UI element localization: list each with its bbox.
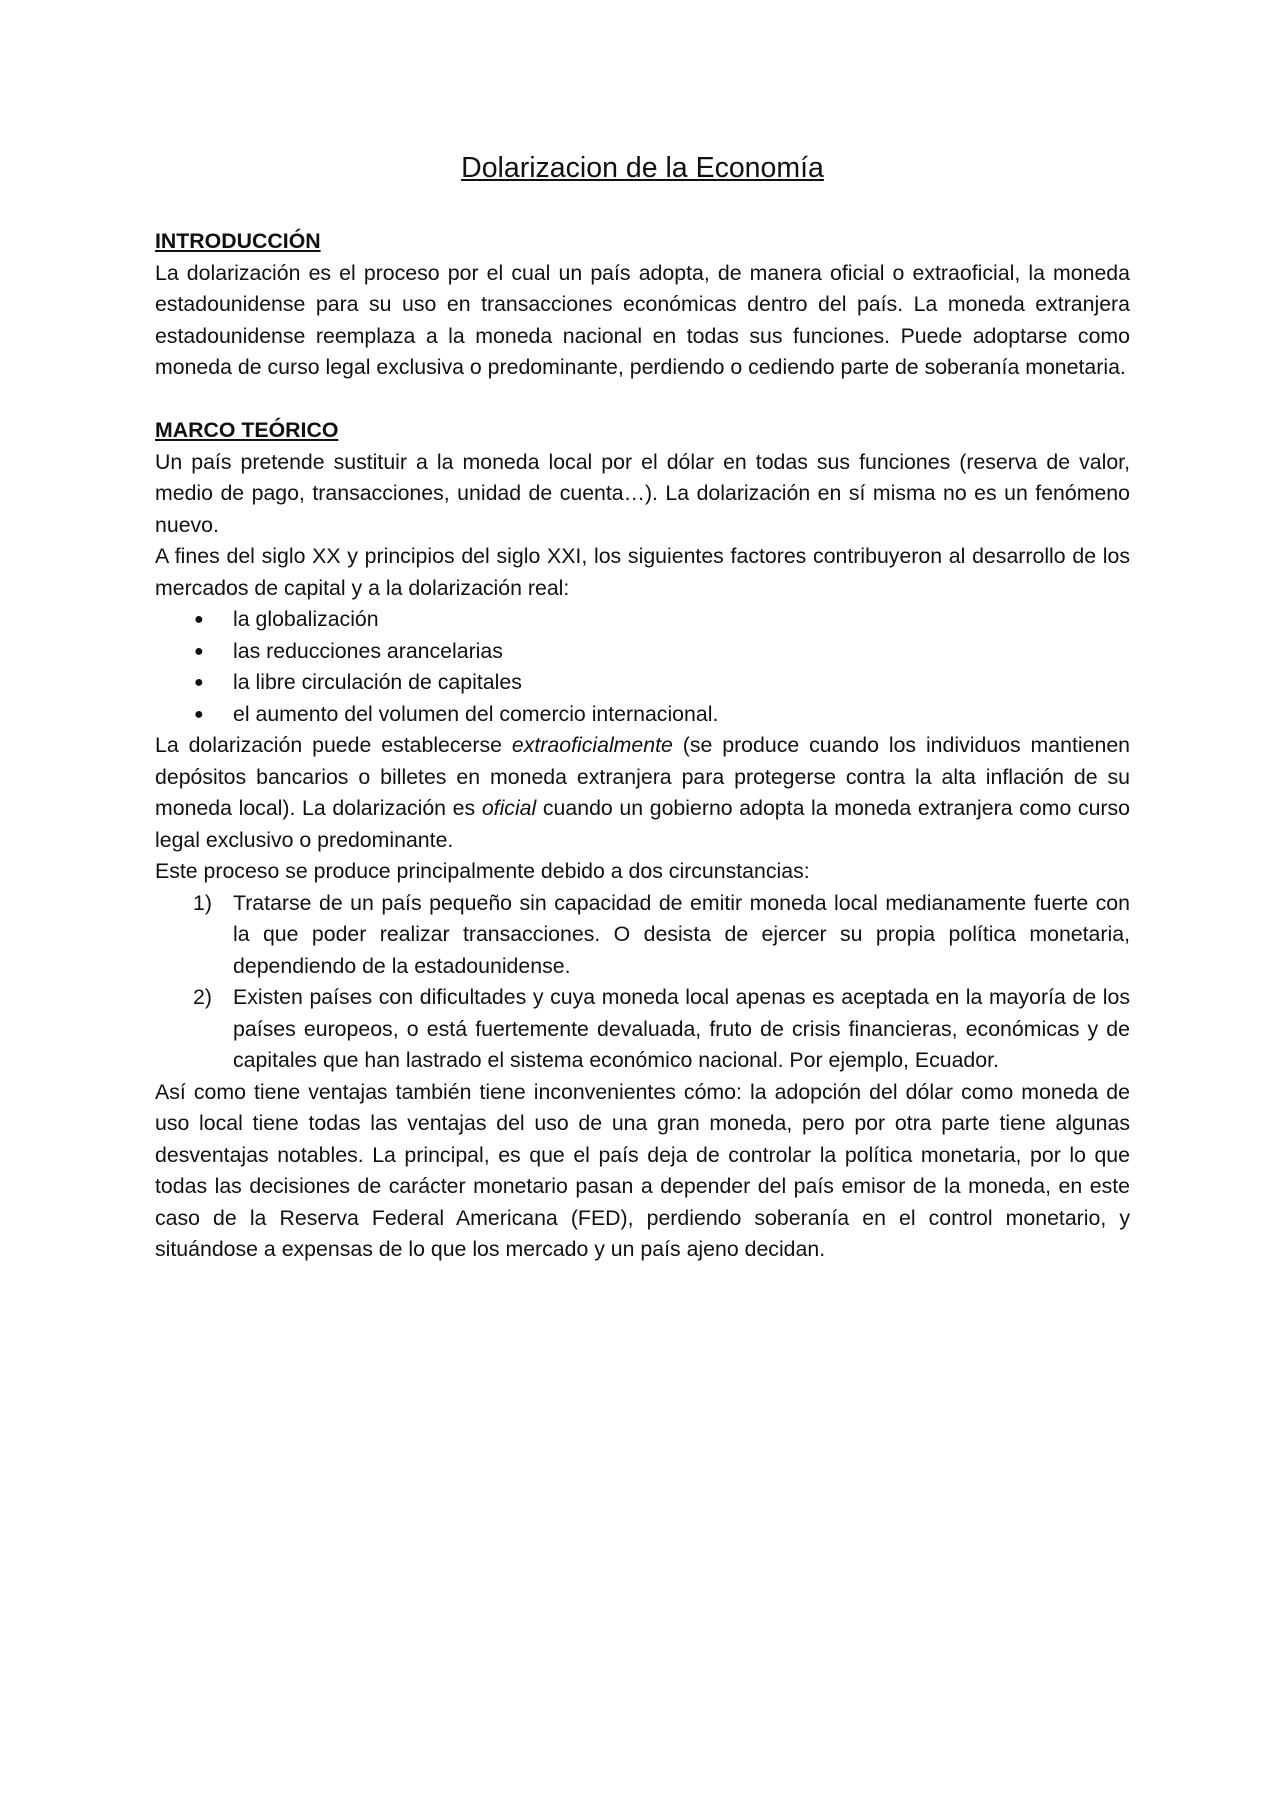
list-item-text: el aumento del volumen del comercio internacional. xyxy=(233,701,719,726)
item-number: 1) xyxy=(193,890,212,915)
factors-list xyxy=(155,604,1130,730)
list-item-text: la libre circulación de capitales xyxy=(233,670,522,694)
list-item-text: las reducciones arancelarias xyxy=(233,638,503,663)
circumstances-list xyxy=(155,888,1130,1077)
emphasis-extraoficialmente: extraoficialmente xyxy=(511,733,673,757)
marco-paragraph-2: A fines del siglo XX y principios del siglo XXI, los siguientes factores contribuyeron al desarrollo de los mercados de capital y a la dolarización real: xyxy=(155,544,1130,600)
text-run: La dolarización puede establecerse xyxy=(155,733,512,757)
numbered-item xyxy=(155,982,1130,1077)
numbered-item-text: Existen países con dificultades y cuya moneda local apenas es aceptada en la mayoría de los países europeos, o está fuertemente devaluada, fruto de crisis financieras, económicas y de capitales que han lastrado el sistema económico nacional. Por ejemplo, Ecuador. xyxy=(233,985,1130,1072)
marco-paragraph-5: Así como tiene ventajas también tiene inconvenientes cómo: la adopción del dólar como moneda de uso local tiene todas las ventajas del uso de una gran moneda, pero por otra parte tiene algunas desventajas notables. La principal, es que el país deja de controlar la política monetaria, por lo que todas las decisiones de carácter monetario pasan a depender del país emisor de la moneda, en este caso de la Reserva Federal Americana (FED), perdiendo soberanía en el control monetario, y situándose a expensas de lo que los mercado y un país ajeno decidan. xyxy=(155,1079,1130,1261)
list-item xyxy=(155,604,1130,636)
section-spacer xyxy=(155,384,1130,416)
document-page xyxy=(155,150,1130,1266)
list-item xyxy=(155,667,1130,699)
bullet-icon: ● xyxy=(194,642,204,660)
text-run: (se produce cuando los individuos mantienen depósitos bancarios o billetes en moneda extranjera para protegerse contra la alta inflación de su moneda local). La dolarización es xyxy=(155,733,1131,820)
intro-paragraph: La dolarización es el proceso por el cual un país adopta, de manera oficial o extraoficial, la moneda estadounidense para su uso en transacciones económicas dentro del país. La moneda extranjera estadounidense reemplaza a la moneda nacional en todas sus funciones. Puede adoptarse como moneda de curso legal exclusiva o predominante, perdiendo o cediendo parte de soberanía monetaria. xyxy=(155,260,1130,379)
emphasis-oficial: oficial xyxy=(481,796,537,820)
numbered-item xyxy=(155,888,1130,983)
numbered-item-text: Tratarse de un país pequeño sin capacidad de emitir moneda local medianamente fuerte con la que poder realizar transacciones. O desista de ejercer su propia política monetaria, dependiendo de la estadounidense. xyxy=(233,890,1130,978)
bullet-icon: ● xyxy=(194,674,204,691)
list-item-text: la globalización xyxy=(233,607,379,631)
list-item xyxy=(155,699,1130,731)
marco-paragraph-4: Este proceso se produce principalmente debido a dos circunstancias: xyxy=(155,859,810,883)
marco-heading: MARCO TEÓRICO xyxy=(155,418,339,442)
text-run: cuando un gobierno adopta la moneda extranjera como curso legal exclusivo o predominante. xyxy=(155,796,1130,852)
marco-paragraph-3 xyxy=(155,730,1130,856)
bullet-icon: ● xyxy=(194,611,204,628)
list-item xyxy=(155,636,1130,668)
bullet-icon: ● xyxy=(194,705,204,723)
marco-paragraph-1: Un país pretende sustituir a la moneda local por el dólar en todas sus funciones (reserva de valor, medio de pago, transacciones, unidad de cuenta…). La dolarización en sí misma no es un fenómeno nuevo. xyxy=(155,449,1130,537)
document-title: Dolarizacion de la Economía xyxy=(461,152,824,184)
item-number: 2) xyxy=(193,985,212,1009)
intro-heading: INTRODUCCIÓN xyxy=(155,229,321,253)
